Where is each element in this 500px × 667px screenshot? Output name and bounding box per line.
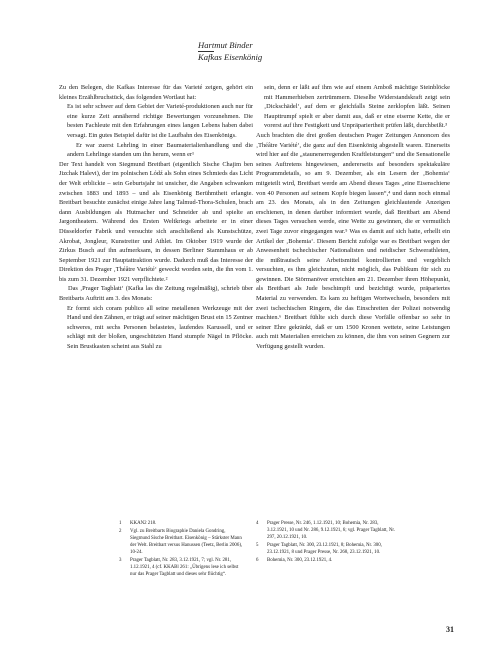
footnote-text: Prager Presse, Nr. 246, 1.12.1921, 10; Bohemia, Nr. 283, 3.12.1921, 10 und Nr. 286, 9.12.1921, 6; vgl. Prager Tagblatt, Nr. 297, 20.12.1921, 10.: [267, 521, 395, 541]
footnote: [119, 520, 243, 527]
block-quote: Es ist sehr schwer auf dem Gebiet der Varieté-produktionen auch nur für eine kurze Zeit annähernd richtige Bewertungen vorzunehmen. Die besten Fachleute mit den Erfahrungen eines langen Lebens haben dabei versagt. Ein gutes Beispiel dafür ist die Laufbahn des Eisenkönigs.: [67, 103, 253, 139]
block-quote: Er war zuerst Lehrling in einer Baumaterialienhandlung und die andern Lehrlinge standen um ihn herum, wenn er¹: [67, 141, 253, 159]
paragraph: Der Text handelt von Siegmund Breitbart (eigentlich Sische Chajim ben Jizchak Halevi), der im polnischen Lódź als Sohn eines Schmieds das Licht der Welt erblickte – sein Geburtsjahr ist unsicher, die Angaben schwanken zwischen 1883 und 1893 – und als Eisenkönig Berühmtheit erlangte. Breitbart besuchte zunächst einige Jahre lang Talmud-Thora-Schulen, brach dann Ausbildungen als Hutmacher und Schneider ab und spielte an Jargontheatern. Während des Ersten Weltkriegs arbeitete er in einer Düsseldorfer Fabrik und versuchte sich anschließend als Kunstschütze, Akrobat, Jongleur, Kunstreiter und Athlet. Im Oktober 1919 wurde der Zirkus Busch auf ihn aufmerksam, in dessen Berliner Stammhaus er ab September 1921 zur Hauptattraktion wurde. Dadurch muß das Interesse der Direktion des Prager ‚Théâtre Variété‘ geweckt worden sein, die ihn vom 1. bis zum 31. Dezember 1921 verpflichtete.²: [59, 160, 253, 283]
footnote-number: 2: [119, 528, 122, 534]
paragraph: Zu den Belegen, die Kafkas Interesse für das Varieté zeigen, gehört ein kleines Erzählbruchstück, das folgenden Wortlaut hat:: [59, 84, 253, 101]
footnote-text: Prager Tagblatt, Nr. 300, 23.12.1921, 8; Bohemia, Nr. 300, 23.12.1921, 8 und Prager Presse, Nr. 268, 23.12.1921, 10.: [267, 542, 382, 556]
footnote: [119, 557, 243, 578]
left-text-column: [59, 83, 253, 352]
footnote-text: Vgl. zu Breitbarts Biographie Daniela Gondring, Siegmund Sische Breitbart. Eisenkönig – Stärkster Mann der Welt. Breitbart versus Hanussen (Teetz, Berlin 2006), 10-24.: [130, 528, 243, 556]
footnote: [256, 520, 396, 541]
footnote-number: 3: [119, 557, 122, 563]
footnote: [256, 557, 396, 564]
paragraph: Das ‚Prager Tagblatt‘ (Kafka las die Zeitung regelmäßig), schrieb über Breitbarts Auftritt am 3. des Monats:: [59, 285, 253, 303]
header-author: Hartmut Binder: [198, 40, 253, 50]
page-number: 31: [446, 625, 454, 634]
footnotes-right: [256, 520, 396, 564]
right-text-column: [256, 83, 450, 352]
footnote-number: 1: [119, 521, 122, 526]
block-quote: sein, denn er läßt auf ihm wie auf einem Amboß mächtige Steinblöcke mit Hammerhieben zertrümmern. Dieselbe Widerstandskraft zeigt sein ‚Dickschädel‘, auf dem er gleichfalls Steine zerklopfen läßt. Seinen Haupttrumpf spielt er aber damit aus, daß er eine eiserne Kette, die er vorerst auf ihre Festigkeit und Unpräpariertheit prüfen läßt, durchbeißt.³: [264, 84, 450, 130]
block-quote: Er formt sich coram publico all seine metallenen Werkzeuge mit der Hand und den Zähnen, er trägt auf seiner mächtigen Brust ein 15 Zentner schweres, mit sechs Personen belastetes, laufendes Karussell, und er schlägt mit der bloßen, ungeschützten Hand stumpfe Nägel in Pflöcke. Sein Brustkasten scheint aus Stahl zu: [67, 304, 253, 351]
footnote: [256, 542, 396, 556]
header-title: Kafkas Eisenkönig: [198, 52, 263, 62]
footnotes-left: [119, 520, 243, 578]
paragraph: Auch brachten die drei großen deutschen Prager Zeitungen Annoncen des ‚Théâtre Variété‘, die ganz auf den Eisenkönig abgestellt waren. Einerseits wird hier auf die „staunenerregenden Kraftleistungen“ und die Sensationelle seines Auftretens hingewiesen, andererseits auf besonders spektakuläre Programmdetails, so am 9. Dezember, als ein Lesern der ‚Bohemia‘ mitgeteilt wird, Breitbart werde am Abend dieses Tages „eine Eisenschiene von 40 Personen auf seinem Kopfe biegen lassen“,⁴ und dann noch einmal am 23. des Monats, als in den Zeitungen gleichlautende Anzeigen erschienen, in denen darüber informiert wurde, daß Breitbart am Abend dieses Tages versuchen werde, eine Wette zu gewinnen, die er vermutlich zwei Tage zuvor eingegangen war.⁵ Was es damit auf sich hatte, erhellt ein Artikel der ‚Bohemia‘. Diesem Bericht zufolge war es Breitbart wegen der Anwesenheit tschechischer Nationalisten und neidischer Schwerathleten, die mißtrauisch seine Arbeitsmittel kontrollierten und vergeblich versuchten, es ihm gleichzutun, nicht möglich, das Publikum für sich zu gewinnen. Die Störmanöver erreichten am 21. Dezember ihren Höhepunkt, als Breitbart als Jude beschimpft und bezichtigt wurde, präpariertes Material zu verwenden. Es kam zu heftigen Wortwechseln, besonders mit zwei tschechischen Ringern, die das Einschreiten der Polizei notwendig machten.⁶ Breitbart fühlte sich durch diese Vorfälle offenbar so sehr in seiner Ehre gekränkt, daß er um 1500 Kronen wettete, seine Leistungen auch mit Materialien erreichen zu können, die ihm von seinen Gegnern zur Verfügung gestellt wurden.: [256, 131, 450, 351]
footnote-number: 6: [256, 557, 259, 563]
footnote-number: 5: [256, 542, 259, 548]
footnote-text: Bohemia, Nr. 300, 23.12.1921, 4.: [267, 557, 333, 563]
footnote-text: Prager Tagblatt, Nr. 283, 3.12.1921, 7; vgl. Nr. 281, 1.12.1921, 4 (cf. KKABl 261: „Übrigens lese ich selbst nur das Prager Tagblatt und dieses sehr flüchtig“.: [130, 557, 239, 577]
footnote-number: 4: [256, 521, 259, 526]
footnote: [119, 528, 243, 557]
running-header: [198, 40, 318, 63]
footnote-text: KKAN2 218.: [130, 521, 157, 526]
